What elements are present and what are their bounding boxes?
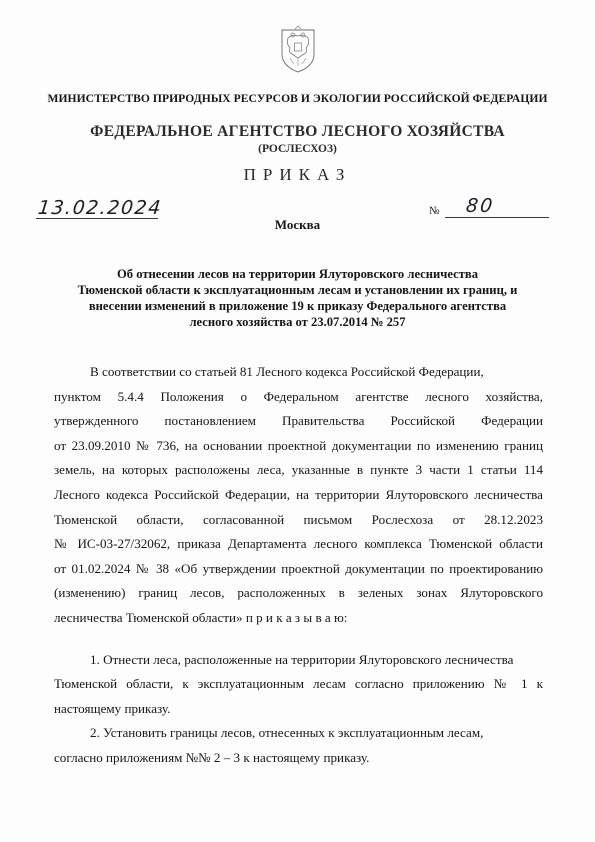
item-2-line: согласно приложениям №№ 2 – 3 к настоящему приказу. xyxy=(54,749,370,765)
order-body xyxy=(54,360,543,771)
preamble-line: В соответствии со статьей 81 Лесного кодекса Российской Федерации, xyxy=(90,364,484,379)
item-2-line: 2. Установить границы лесов, отнесенных к эксплуатационным лесам, xyxy=(90,725,484,741)
preamble-line: № ИС-03-27/32062, приказа Департамента лесного комплекса Тюменской области xyxy=(54,536,543,552)
handwritten-date: 13.02.2024 xyxy=(36,197,163,219)
preamble-line: утвержденного постановлением Правительства Российской Федерации xyxy=(54,413,543,429)
coat-of-arms-emblem xyxy=(278,24,318,74)
handwritten-number: 80 xyxy=(464,195,496,217)
preamble-line: (изменению) границ лесов, расположенных в зеленых зонах Ялуторовского xyxy=(54,585,543,601)
heading-line: лесного хозяйства от 23.07.2014 № 257 xyxy=(189,315,406,329)
heading-line: Об отнесении лесов на территории Ялуторовского лесничества xyxy=(116,267,479,281)
order-heading xyxy=(60,266,535,330)
preamble-line: пунктом 5.4.4 Положения о Федеральном агентстве лесного хозяйства, xyxy=(54,388,543,404)
heading-line: Тюменской области к эксплуатационным лесам и установлении их границ, и xyxy=(77,283,518,297)
item-1-line: настоящему приказу. xyxy=(54,700,171,716)
preamble-line: от 23.09.2010 № 736, на основании проектной документации по изменению границ xyxy=(54,437,543,453)
preamble-line: от 01.02.2024 № 38 «Об утверждении проектной документации по проектированию xyxy=(54,560,543,576)
ministry-name: МИНИСТЕРСТВО ПРИРОДНЫХ РЕСУРСОВ И ЭКОЛОГИИ РОССИЙСКОЙ ФЕДЕРАЦИИ xyxy=(47,92,548,105)
item-1-line: 1. Отнести леса, расположенные на территории Ялуторовского лесничества xyxy=(90,651,514,667)
preamble-line: Лесного кодекса Российской Федерации, на территории Ялуторовского лесничества xyxy=(54,486,543,502)
preamble-line: лесничества Тюменской области» п р и к а з ы в а ю: xyxy=(54,609,348,625)
preamble-line: Тюменской области, согласованной письмом Рослесхоза от 28.12.2023 xyxy=(54,511,543,527)
city: Москва xyxy=(274,217,321,232)
item-1-line: Тюменской области, к эксплуатационным лесам согласно приложению № 1 к xyxy=(54,676,543,692)
preamble-line: земель, на которых расположены леса, указанные в пункте 3 части 1 статьи 114 xyxy=(54,462,543,478)
agency-short-name: (РОСЛЕСХОЗ) xyxy=(258,143,337,155)
heading-line: внесении изменений в приложение 19 к приказу Федерального агентства xyxy=(88,299,507,313)
number-label: № xyxy=(429,205,440,217)
agency-name: ФЕДЕРАЛЬНОЕ АГЕНТСТВО ЛЕСНОГО ХОЗЯЙСТВА xyxy=(90,123,505,140)
document-type: ПРИКАЗ xyxy=(243,165,352,184)
